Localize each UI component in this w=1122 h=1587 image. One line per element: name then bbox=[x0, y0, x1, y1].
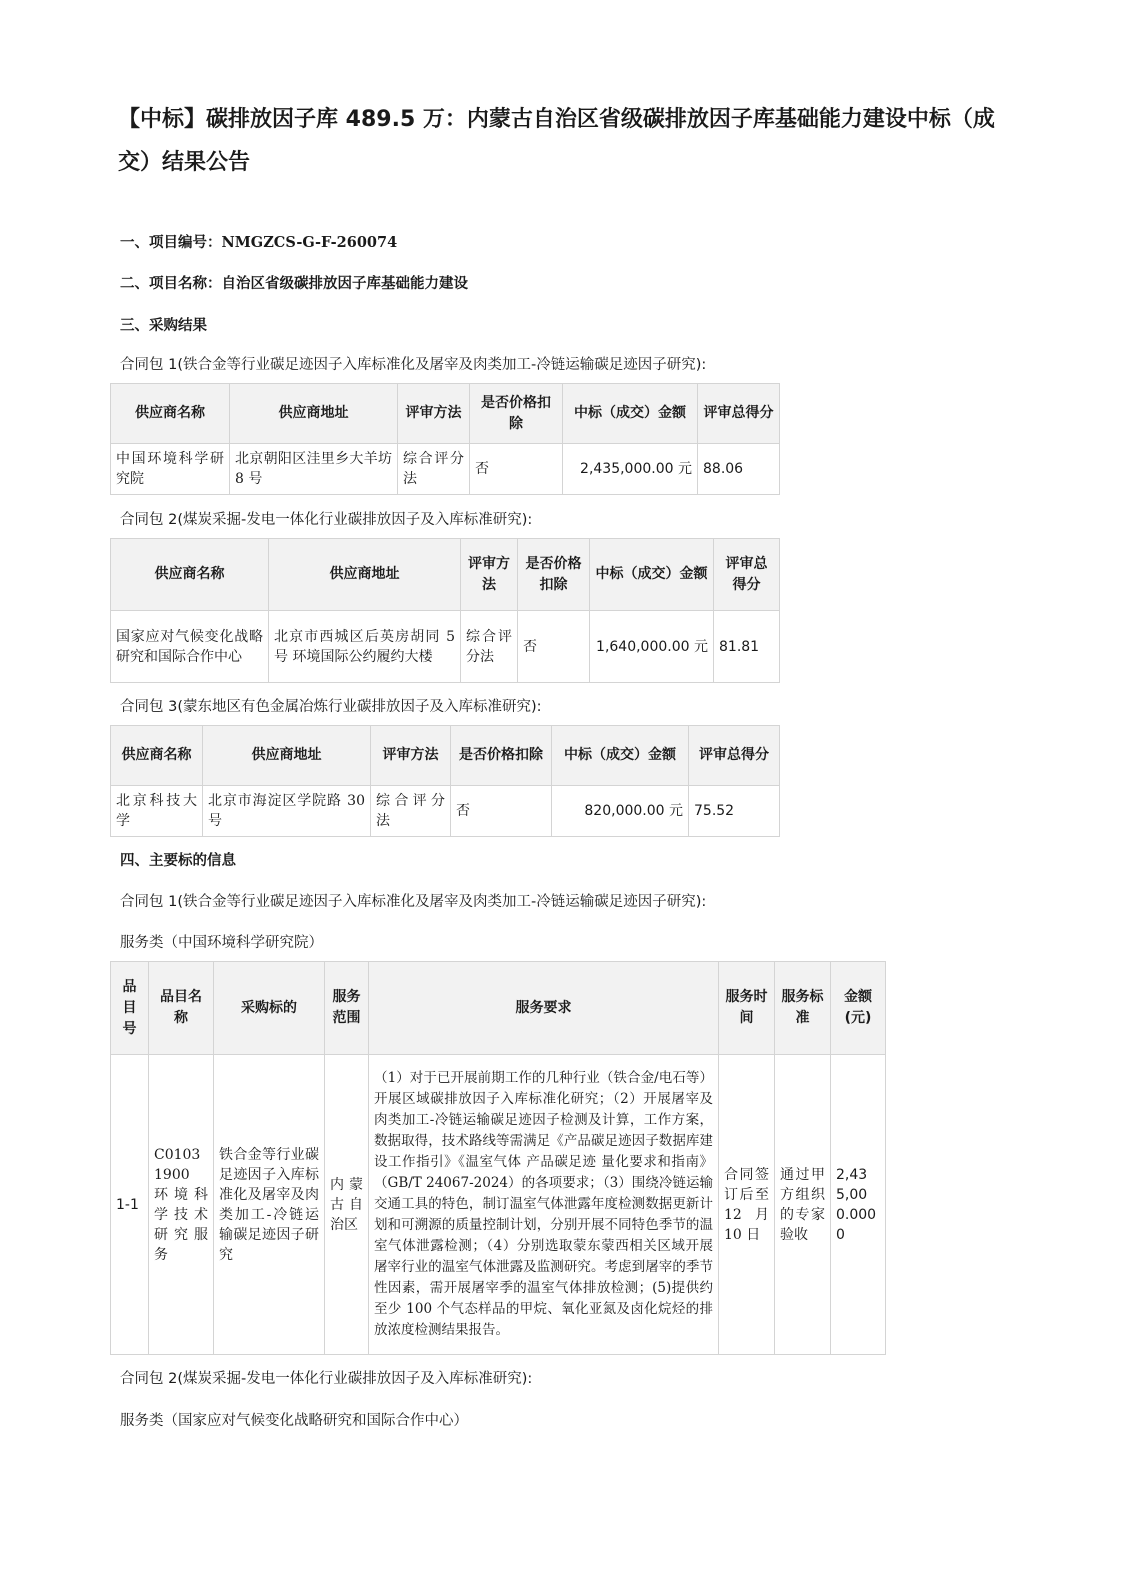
header-amount: 中标（成交）金额 bbox=[552, 726, 689, 786]
service-requirements: （1）对于已开展前期工作的几种行业（铁合金/电石等）开展区域碳排放因子入库标准化研究；（2）开展屠宰及肉类加工-冷链运输碳足迹因子检测及计算，工作方案，数据取得，技术路线等需满足《产品碳足迹因子数据库建设工作指引》《温室气体 产品碳足迹 量化要求和指南》（GB/T 24067-2024）的各项要求；（3）围绕冷链运输交通工具的特色，制订温室气体泄露年度检测数据更新计划和可溯源的质量控制计划，分别开展不同特色季节的温室气体泄露检测；（4）分别选取蒙东蒙西相关区域开展屠宰行业的温室气体泄露及监测研究。考虑到屠宰的季节性因素，需开展屠宰季的温室气体排放检测；(5)提供约至少 100 个气态样品的甲烷、氧化亚氮及卤化烷烃的排放浓度检测结果报告。 bbox=[369, 1055, 719, 1355]
header-deduction: 是否价格扣除 bbox=[451, 726, 552, 786]
supplier-address: 北京市海淀区学院路 30 号 bbox=[203, 786, 371, 837]
table-header-row bbox=[111, 962, 886, 1055]
table-row bbox=[111, 1055, 886, 1355]
header-address: 供应商地址 bbox=[230, 384, 398, 444]
results-heading: 三、采购结果 bbox=[120, 318, 207, 334]
item-no: 1-1 bbox=[111, 1055, 149, 1355]
price-deduction: 否 bbox=[451, 786, 552, 837]
supplier-address: 北京朝阳区洼里乡大羊坊 8 号 bbox=[230, 444, 398, 495]
header-method: 评审方法 bbox=[398, 384, 470, 444]
review-method: 综合评分法 bbox=[371, 786, 451, 837]
supplier-name: 北京科技大学 bbox=[111, 786, 203, 837]
service-scope: 内蒙古自治区 bbox=[325, 1055, 369, 1355]
table-header-row bbox=[111, 726, 780, 786]
header-score: 评审总得分 bbox=[698, 384, 780, 444]
header-deduction: 是否价格扣除 bbox=[518, 539, 590, 611]
package-3-results-table bbox=[110, 725, 780, 837]
price-deduction: 否 bbox=[470, 444, 563, 495]
header-deduction: 是否价格扣除 bbox=[470, 384, 563, 444]
award-amount: 1,640,000.00 元 bbox=[590, 611, 714, 683]
item-name: C01031900 环境科学技术研究服务 bbox=[149, 1055, 214, 1355]
table-row bbox=[111, 611, 780, 683]
table-row bbox=[111, 444, 780, 495]
procurement-target: 铁合金等行业碳足迹因子入库标准化及屠宰及肉类加工-冷链运输碳足迹因子研究 bbox=[214, 1055, 325, 1355]
info-package-2-label: 合同包 2(煤炭采掘-发电一体化行业碳排放因子及入库标准研究): bbox=[120, 1371, 533, 1387]
header-service-time: 服务时间 bbox=[719, 962, 775, 1055]
supplier-address: 北京市西城区后英房胡同 5 号 环境国际公约履约大楼 bbox=[269, 611, 461, 683]
package-1-label: 合同包 1(铁合金等行业碳足迹因子入库标准化及屠宰及肉类加工-冷链运输碳足迹因子研究): bbox=[120, 357, 707, 373]
item-info-table bbox=[110, 961, 886, 1355]
header-score: 评审总得分 bbox=[689, 726, 780, 786]
header-supplier: 供应商名称 bbox=[111, 384, 230, 444]
header-supplier: 供应商名称 bbox=[111, 539, 269, 611]
package-1-results-table bbox=[110, 383, 780, 495]
header-amount: 金额(元) bbox=[831, 962, 886, 1055]
info-heading: 四、主要标的信息 bbox=[120, 853, 236, 869]
item-amount: 2,435,000.0000 bbox=[831, 1055, 886, 1355]
review-score: 88.06 bbox=[698, 444, 780, 495]
header-address: 供应商地址 bbox=[203, 726, 371, 786]
header-target: 采购标的 bbox=[214, 962, 325, 1055]
project-code-line bbox=[120, 231, 397, 252]
header-item-no: 品目号 bbox=[111, 962, 149, 1055]
award-amount: 2,435,000.00 元 bbox=[563, 444, 698, 495]
header-method: 评审方法 bbox=[371, 726, 451, 786]
price-deduction: 否 bbox=[518, 611, 590, 683]
page-title: 【中标】碳排放因子库 489.5 万：内蒙古自治区省级碳排放因子库基础能力建设中标（成交）结果公告 bbox=[118, 107, 995, 175]
project-code-value: NMGZCS-G-F-260074 bbox=[221, 234, 398, 251]
header-amount: 中标（成交）金额 bbox=[590, 539, 714, 611]
review-method: 综合评分法 bbox=[398, 444, 470, 495]
package-2-results-table bbox=[110, 538, 780, 683]
header-service-standard: 服务标准 bbox=[775, 962, 831, 1055]
info-package-1-label: 合同包 1(铁合金等行业碳足迹因子入库标准化及屠宰及肉类加工-冷链运输碳足迹因子研究): bbox=[120, 894, 707, 910]
review-method: 综合评分法 bbox=[461, 611, 518, 683]
header-item-name: 品目名称 bbox=[149, 962, 214, 1055]
info-package-2-service-type: 服务类（国家应对气候变化战略研究和国际合作中心） bbox=[120, 1413, 468, 1429]
table-header-row bbox=[111, 384, 780, 444]
package-2-label: 合同包 2(煤炭采掘-发电一体化行业碳排放因子及入库标准研究): bbox=[120, 512, 533, 528]
review-score: 81.81 bbox=[714, 611, 780, 683]
review-score: 75.52 bbox=[689, 786, 780, 837]
package-3-label: 合同包 3(蒙东地区有色金属冶炼行业碳排放因子及入库标准研究): bbox=[120, 699, 542, 715]
header-method: 评审方法 bbox=[461, 539, 518, 611]
header-score: 评审总得分 bbox=[714, 539, 780, 611]
service-time: 合同签订后至12 月 10 日 bbox=[719, 1055, 775, 1355]
table-row bbox=[111, 786, 780, 837]
table-header-row bbox=[111, 539, 780, 611]
header-address: 供应商地址 bbox=[269, 539, 461, 611]
supplier-name: 国家应对气候变化战略研究和国际合作中心 bbox=[111, 611, 269, 683]
service-standard: 通过甲方组织的专家验收 bbox=[775, 1055, 831, 1355]
header-amount: 中标（成交）金额 bbox=[563, 384, 698, 444]
header-scope: 服务范围 bbox=[325, 962, 369, 1055]
info-package-1-service-type: 服务类（中国环境科学研究院） bbox=[120, 935, 323, 951]
header-requirements: 服务要求 bbox=[369, 962, 719, 1055]
award-amount: 820,000.00 元 bbox=[552, 786, 689, 837]
header-supplier: 供应商名称 bbox=[111, 726, 203, 786]
project-name-line: 二、项目名称：自治区省级碳排放因子库基础能力建设 bbox=[120, 276, 468, 292]
project-code-label: 一、项目编号： bbox=[120, 235, 222, 251]
supplier-name: 中国环境科学研究院 bbox=[111, 444, 230, 495]
